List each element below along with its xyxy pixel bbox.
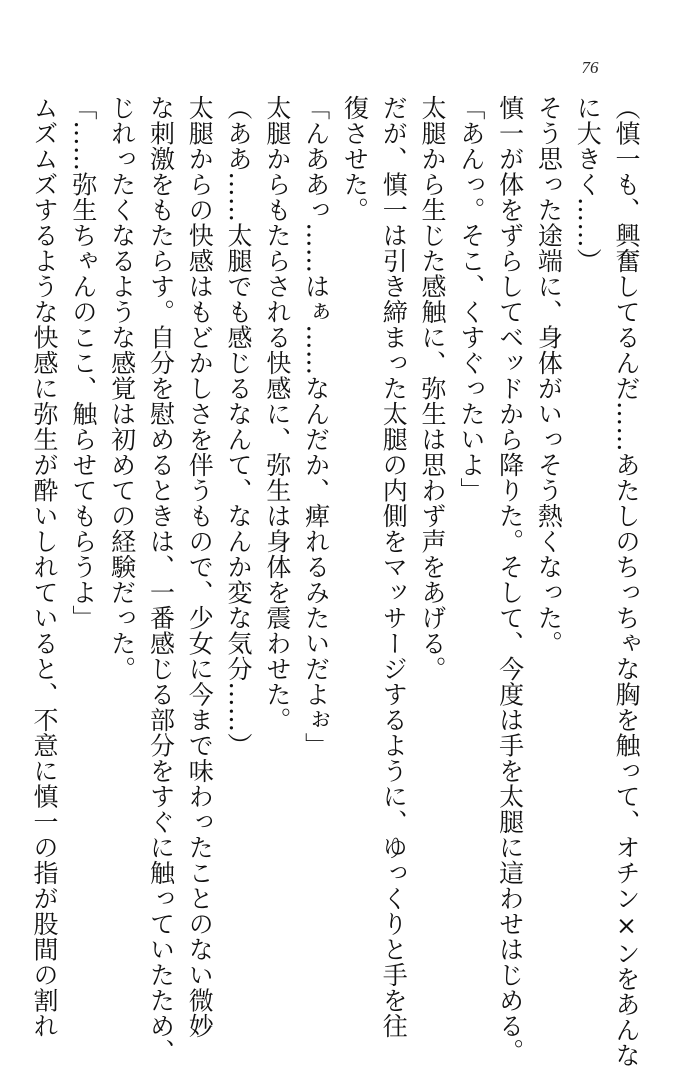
- text-line: 「んああっ……はぁ……なんだか、痺れるみたいだよぉ」: [301, 95, 331, 758]
- text-line: じれったくなるような感覚は初めての経験だった。: [107, 95, 137, 682]
- text-line: 太腿から生じた感触に、弥生は思わず声をあげる。: [418, 95, 448, 682]
- text-line: 復させた。: [340, 95, 370, 223]
- text-line: 「あんっ。そこ、くすぐったいよ」: [456, 95, 486, 503]
- text-line: （慎一も、興奮してるんだ……あたしのちっちゃな胸を触って、オチン×ンをあんな: [612, 95, 641, 1068]
- text-line: に大きく……）: [573, 95, 603, 274]
- text-line: ムズムズするような快感に弥生が酔いしれていると、不意に慎一の指が股間の割れ: [30, 95, 60, 1039]
- vertical-text-body: [30, 95, 645, 1068]
- text-line: な刺激をもたらす。自分を慰めるときは、一番感じる部分をすぐに触っていたため、: [146, 95, 176, 1064]
- text-line: だが、慎一は引き締まった太腿の内側をマッサージするように、ゆっくりと手を往: [379, 95, 409, 1039]
- text-line: そう思った途端に、身体がいっそう熱くなった。: [534, 95, 564, 656]
- text-line: 太腿からの快感はもどかしさを伴うもので、少女に今まで味わったことのない微妙: [185, 95, 215, 1039]
- page-number: 76: [581, 58, 599, 77]
- text-line: （ああ……太腿でも感じるなんて、なんか変な気分……）: [224, 95, 254, 758]
- text-line: 太腿からもたらされる快感に、弥生は身体を震わせた。: [262, 95, 292, 733]
- text-line: 「……弥生ちゃんのここ、触らせてもらうよ」: [68, 95, 98, 631]
- text-line: 慎一が体をずらしてベッドから降りた。そして、今度は手を太腿に這わせはじめる。: [495, 95, 525, 1064]
